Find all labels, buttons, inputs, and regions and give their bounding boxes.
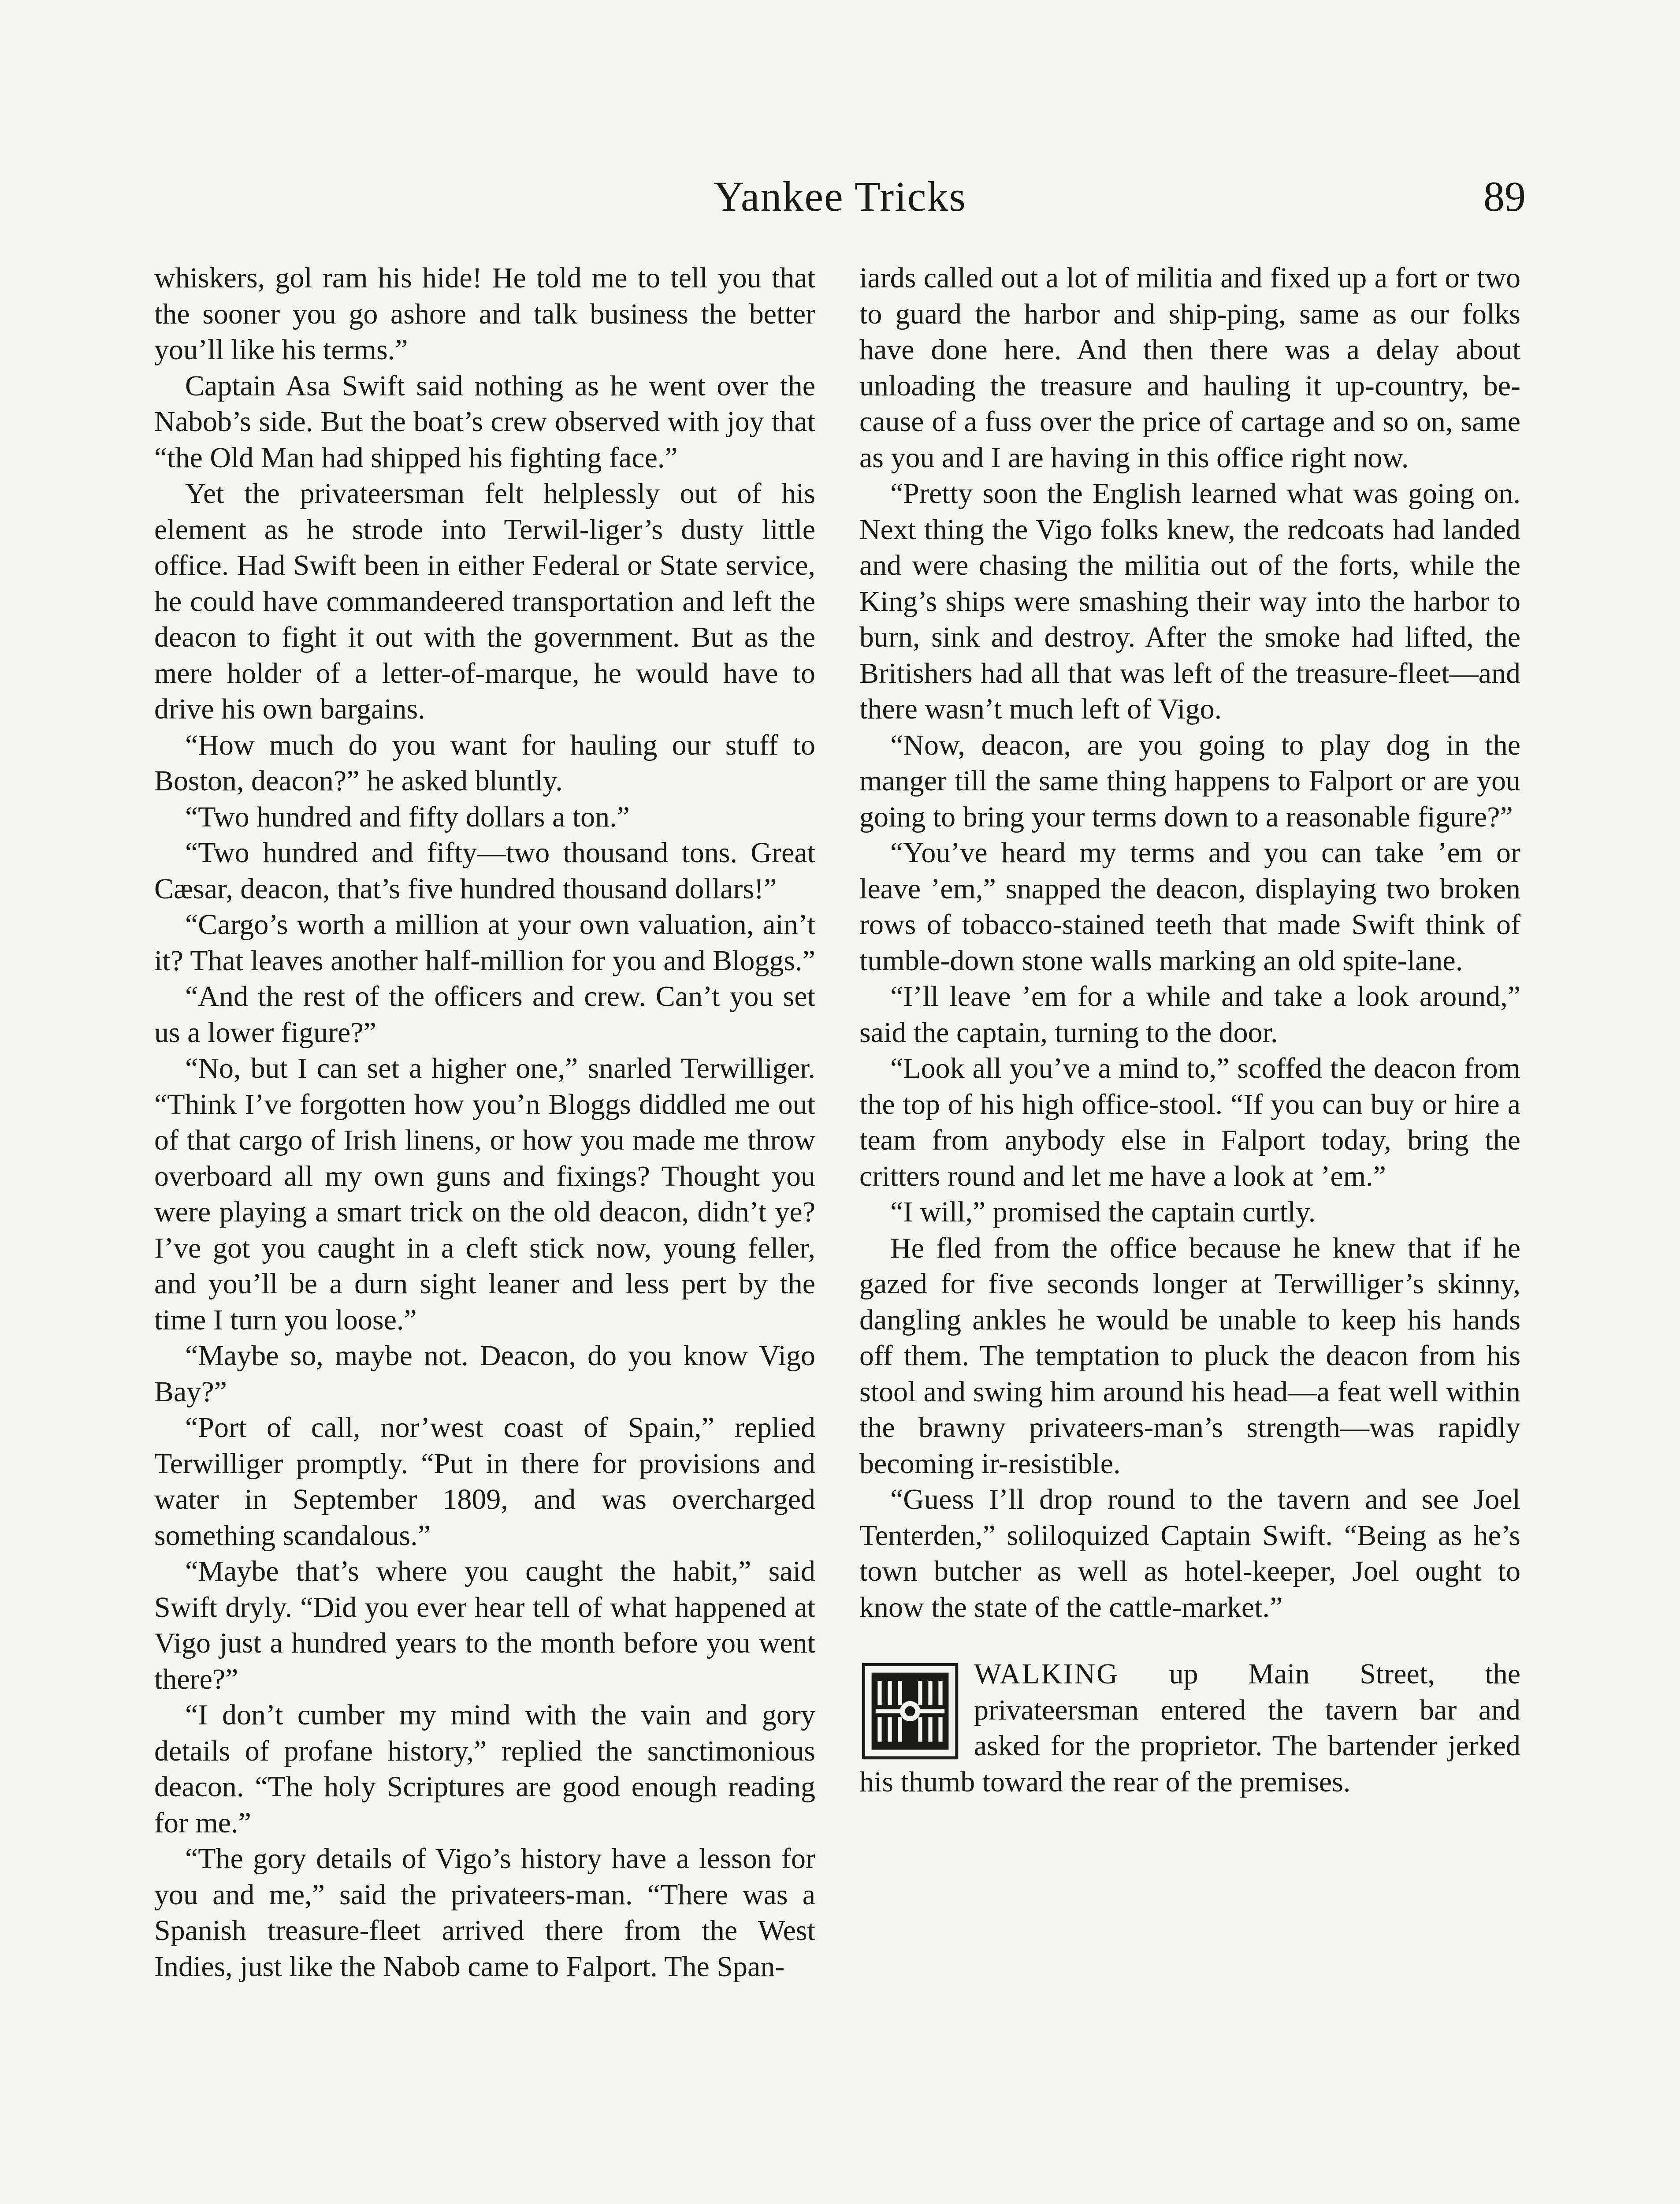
text-columns bbox=[154, 260, 1520, 2204]
left-column bbox=[154, 260, 815, 2204]
paragraph: iards called out a lot of militia and fixed up a fort or two to guard the harbor and ship-ping, same as our folks have done here. And then there was a delay about unloading the treasure and hauling it up-country, be-cause of a fuss over the price of cartage and so on, same as you and I are having in this office right now. bbox=[859, 262, 1520, 474]
paragraph: “I will,” promised the captain curtly. bbox=[890, 1196, 1316, 1228]
paragraph: “Maybe that’s where you caught the habit,” said Swift dryly. “Did you ever hear tell of what happened at Vigo just a hundred years to the month before you went there?” bbox=[154, 1555, 815, 1695]
paragraph: whiskers, gol ram his hide! He told me to tell you that the sooner you go ashore and talk business the better you’ll like his terms.” bbox=[154, 262, 815, 366]
paragraph: He fled from the office because he knew that if he gazed for five seconds longer at Terwilliger’s skinny, dangling ankles he would be unable to keep his hands off them. The temptation to pluck the deacon from his stool and swing him around his head—a feat well within the brawny privateers-man’s strength—was rapidly becoming ir-resistible. bbox=[859, 1232, 1520, 1480]
paragraph: “Guess I’ll drop round to the tavern and see Joel Tenterden,” soliloquized Captain Swift. “Being as he’s town butcher as well as hotel-keeper, Joel ought to know the state of the cattle-market.” bbox=[859, 1483, 1520, 1623]
running-head: Yankee Tricks bbox=[714, 173, 966, 220]
paragraph: “And the rest of the officers and crew. Can’t you set us a lower figure?” bbox=[154, 980, 815, 1049]
ornament-icon bbox=[859, 1660, 961, 1762]
paragraph: “How much do you want for hauling our stuff to Boston, deacon?” he asked bluntly. bbox=[154, 729, 815, 797]
page-number: 89 bbox=[1483, 173, 1526, 220]
section-break-paragraph bbox=[859, 1656, 1520, 1800]
paragraph: Yet the privateersman felt helplessly out of his element as he strode into Terwil-liger’s dusty little office. Had Swift been in either Federal or State service, he could have commandeered transportation and left the deacon to fight it out with the government. But as the mere holder of a letter-of-marque, he would have to drive his own bargains. bbox=[154, 477, 815, 725]
paragraph: “No, but I can set a higher one,” snarled Terwilliger. “Think I’ve forgotten how you’n Bloggs diddled me out of that cargo of Irish linens, or how you made me throw overboard all my own guns and fixings? Thought you were playing a smart trick on the old deacon, didn’t ye? I’ve got you caught in a cleft stick now, young feller, and you’ll be a durn sight leaner and less pert by the time I turn you loose.” bbox=[154, 1052, 815, 1336]
paragraph: “Two hundred and fifty dollars a ton.” bbox=[185, 800, 630, 833]
right-column bbox=[859, 260, 1520, 2204]
paragraph: “I don’t cumber my mind with the vain and gory details of profane history,” replied the sanctimonious deacon. “The holy Scriptures are good enough reading for me.” bbox=[154, 1699, 815, 1839]
section-lead-in: WALKING bbox=[974, 1658, 1119, 1690]
paragraph: “Port of call, nor’west coast of Spain,” replied Terwilliger promptly. “Put in there for provisions and water in September 1809, and was overcharged something scandalous.” bbox=[154, 1411, 815, 1552]
paragraph: “Cargo’s worth a million at your own valuation, ain’t it? That leaves another half-million for you and Bloggs.” bbox=[154, 908, 815, 977]
page-header bbox=[154, 172, 1526, 220]
paragraph: “Pretty soon the English learned what was going on. Next thing the Vigo folks knew, the redcoats had landed and were chasing the militia out of the forts, while the King’s ships were smashing their way into the harbor to burn, sink and destroy. After the smoke had lifted, the Britishers had all that was left of the treasure-fleet—and there wasn’t much left of Vigo. bbox=[859, 477, 1520, 725]
paragraph: “Maybe so, maybe not. Deacon, do you know Vigo Bay?” bbox=[154, 1340, 815, 1408]
paragraph: “I’ll leave ’em for a while and take a look around,” said the captain, turning to the door. bbox=[859, 980, 1520, 1049]
paragraph: “The gory details of Vigo’s history have a lesson for you and me,” said the privateers-man. “There was a Spanish treasure-fleet arrived there from the West Indies, just like the Nabob came to Falport. The Span- bbox=[154, 1843, 815, 1983]
paragraph: “Now, deacon, are you going to play dog in the manger till the same thing happens to Falport or are you going to bring your terms down to a reasonable figure?” bbox=[859, 729, 1520, 833]
paragraph: “You’ve heard my terms and you can take ’em or leave ’em,” snapped the deacon, displaying two broken rows of tobacco-stained teeth that made Swift think of tumble-down stone walls marking an old spite-lane. bbox=[859, 837, 1520, 977]
section-text: up Main Street, the privateersman entered the tavern bar and asked for the proprietor. The bartender jerked his thumb toward the rear of the premises. bbox=[859, 1658, 1520, 1798]
paragraph: “Two hundred and fifty—two thousand tons. Great Cæsar, deacon, that’s five hundred thousand dollars!” bbox=[154, 837, 815, 905]
paragraph: Captain Asa Swift said nothing as he went over the Nabob’s side. But the boat’s crew observed with joy that “the Old Man had shipped his fighting face.” bbox=[154, 369, 815, 474]
paragraph: “Look all you’ve a mind to,” scoffed the deacon from the top of his high office-stool. “If you can buy or hire a team from anybody else in Falport today, bring the critters round and let me have a look at ’em.” bbox=[859, 1052, 1520, 1192]
